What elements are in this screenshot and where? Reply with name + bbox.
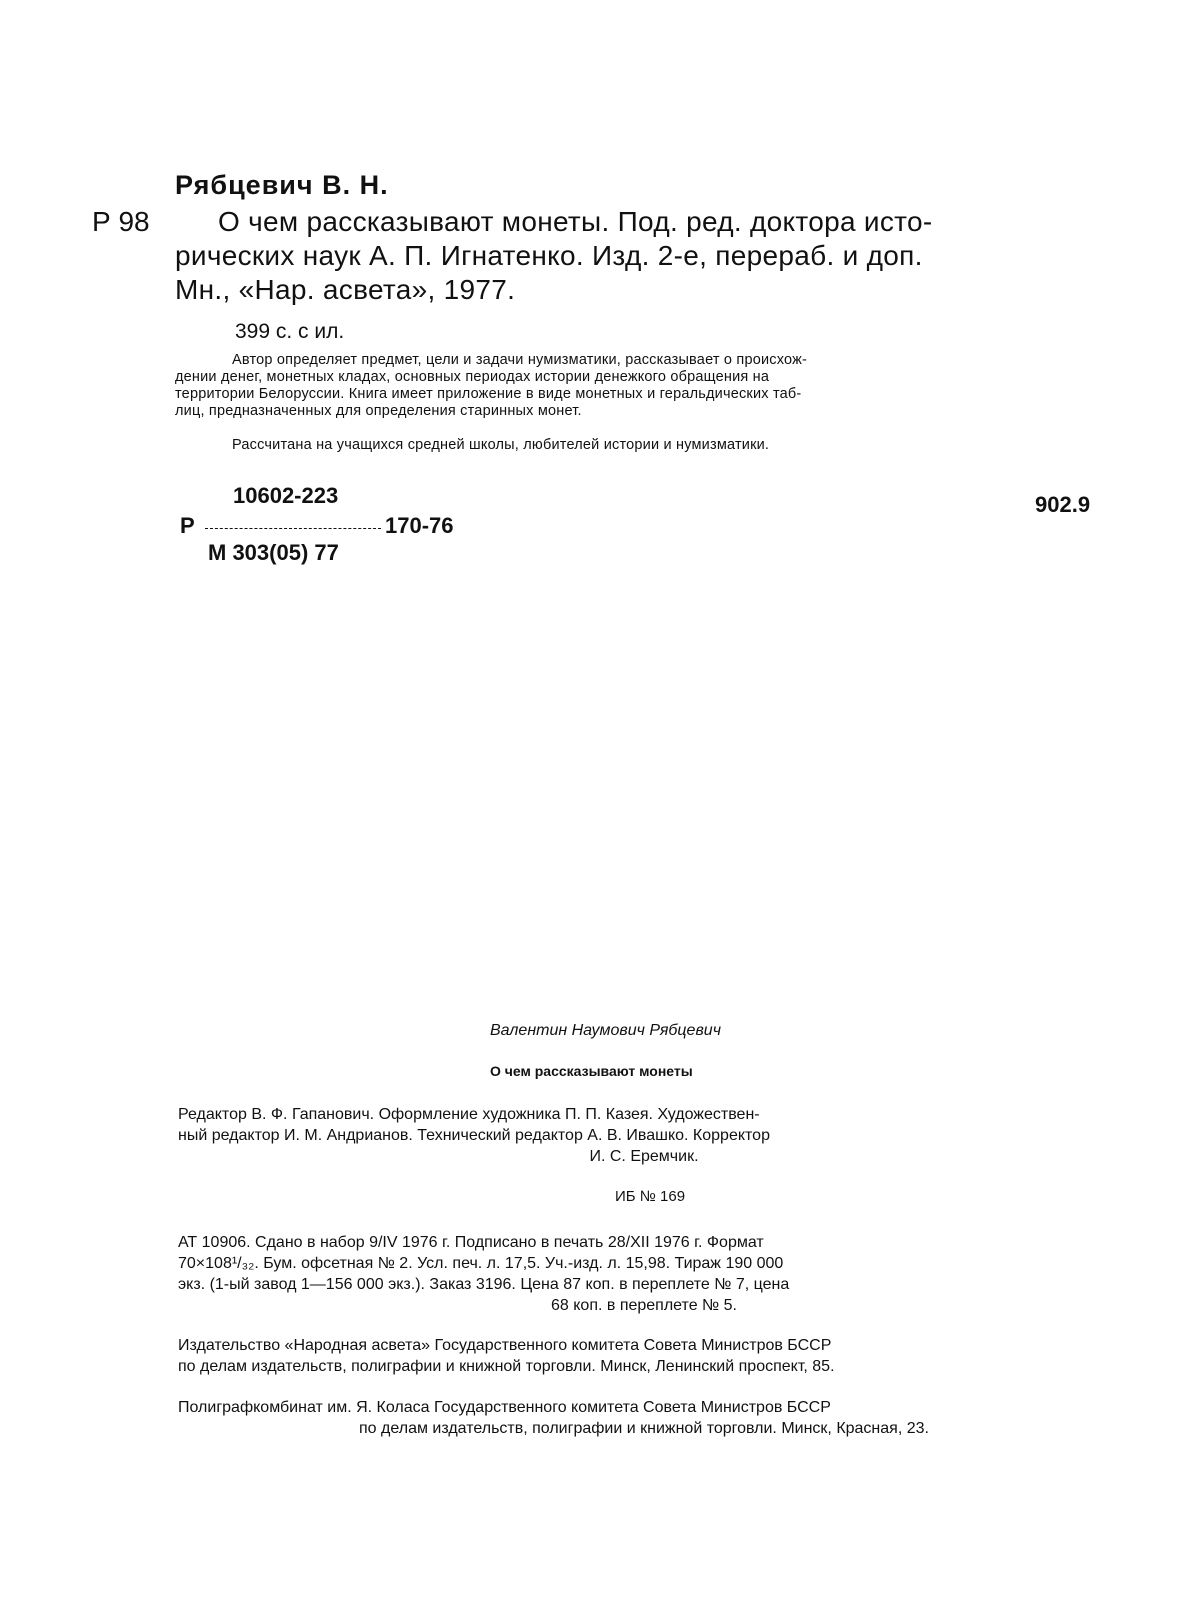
abstract-text	[175, 352, 1110, 420]
title-line-2: рических наук А. П. Игнатенко. Изд. 2-е, перераб. и доп.	[175, 240, 923, 271]
printer-line: Полиграфкомбинат им. Я. Коласа Государственного комитета Совета Министров БССР	[178, 1399, 831, 1416]
fraction-line	[205, 528, 381, 529]
cutter-number: Р 98	[92, 206, 150, 237]
ib-number: ИБ № 169	[615, 1188, 686, 1205]
abstract-line: Автор определяет предмет, цели и задачи нумизматики, рассказывает о происхож-	[232, 352, 808, 368]
credits-block	[178, 1104, 1110, 1167]
classification-code-right: 170-76	[385, 513, 454, 538]
technical-block	[178, 1232, 1110, 1316]
technical-line: экз. (1-ый завод 1—156 000 экз.). Заказ 3196. Цена 87 коп. в переплете № 7, цена	[178, 1276, 790, 1293]
printer-line: по делам издательств, полиграфии и книжной торговли. Минск, Красная, 23.	[359, 1420, 929, 1437]
title-line-1: О чем рассказывают монеты. Под. ред. доктора исто-	[218, 206, 933, 237]
title-line-3: Мн., «Нар. асвета», 1977.	[175, 274, 516, 305]
abstract-line: лиц, предназначенных для определения старинных монет.	[175, 403, 582, 419]
audience-note: Рассчитана на учащихся средней школы, любителей истории и нумизматики.	[232, 437, 770, 453]
page-count: 399 с. с ил.	[235, 320, 345, 343]
abstract-line: территории Белоруссии. Книга имеет приложение в виде монетных и геральдических таб-	[175, 386, 802, 402]
publisher-line: по делам издательств, полиграфии и книжной торговли. Минск, Ленинский проспект, 85.	[178, 1358, 835, 1375]
publisher-block	[178, 1335, 1110, 1377]
imprint-author: Валентин Наумович Рябцевич	[490, 1022, 721, 1039]
publisher-line: Издательство «Народная асвета» Государственного комитета Совета Министров БССР	[178, 1337, 832, 1354]
credits-line: И. С. Еремчик.	[589, 1148, 699, 1165]
technical-line: 68 коп. в переплете № 5.	[551, 1297, 737, 1314]
classification-letter: Р	[180, 513, 195, 538]
classification-code-bottom: М 303(05) 77	[208, 540, 339, 565]
technical-line: 70×108¹/₃₂. Бум. офсетная № 2. Усл. печ. л. 17,5. Уч.-изд. л. 15,98. Тираж 190 000	[178, 1255, 784, 1272]
imprint-title: О чем рассказывают монеты	[490, 1063, 693, 1079]
classification-code-top: 10602-223	[233, 483, 339, 508]
technical-line: АТ 10906. Сдано в набор 9/IV 1976 г. Подписано в печать 28/XII 1976 г. Формат	[178, 1234, 764, 1251]
abstract-line: дении денег, монетных кладах, основных периодах истории денежкого обращения на	[175, 369, 770, 385]
credits-line: ный редактор И. М. Андрианов. Технический редактор А. В. Ивашко. Корректор	[178, 1127, 770, 1144]
credits-line: Редактор В. Ф. Гапанович. Оформление художника П. П. Казея. Художествен-	[178, 1106, 760, 1123]
printer-block	[178, 1397, 1110, 1439]
author-heading: Рябцевич В. Н.	[175, 170, 389, 200]
udc-code: 902.9	[1035, 492, 1091, 517]
